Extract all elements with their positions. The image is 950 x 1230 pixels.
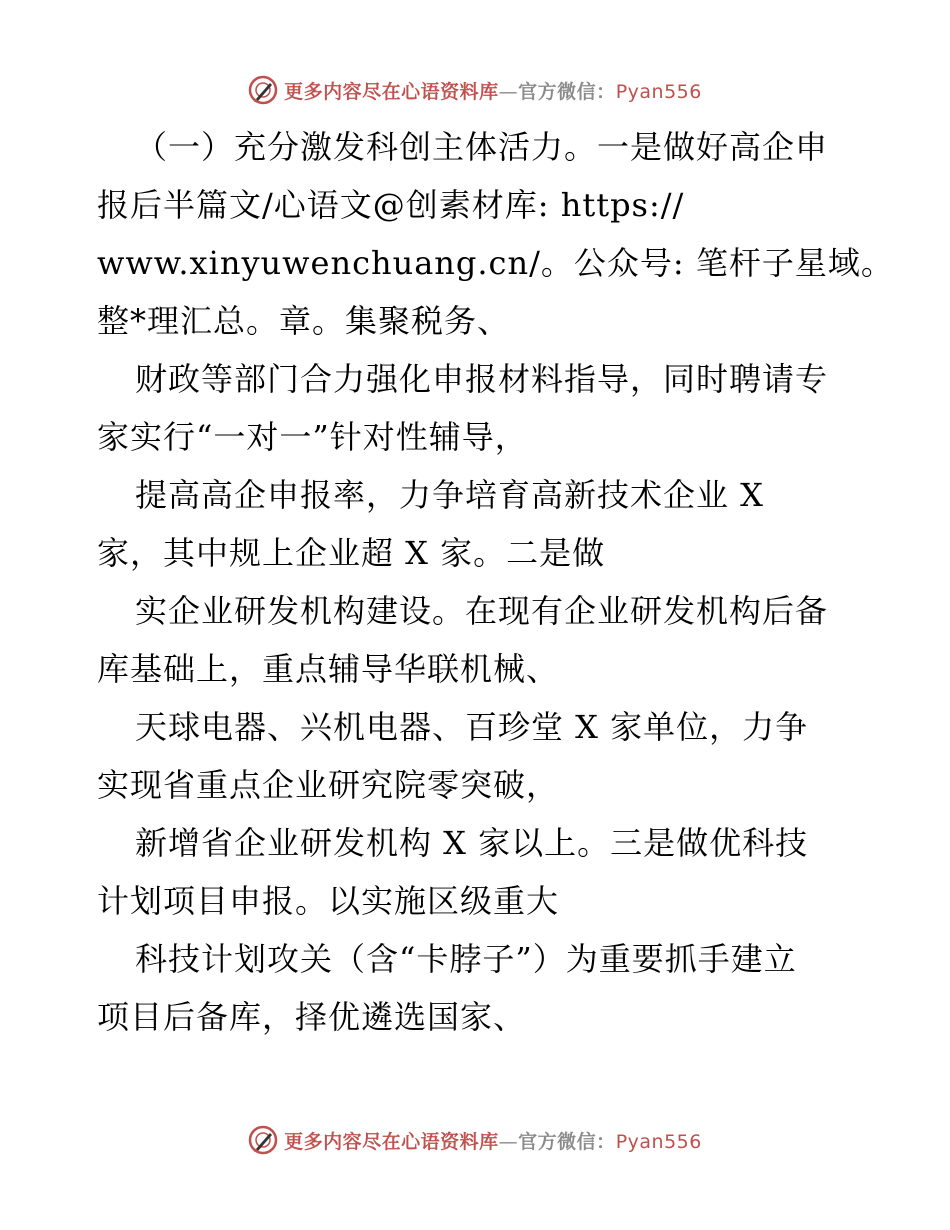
document-body bbox=[97, 118, 894, 1046]
text-line: 实现省重点企业研究院零突破， bbox=[97, 766, 560, 804]
footer-banner bbox=[0, 1120, 950, 1160]
text-line: 天球电器、兴机电器、百珍堂 X 家单位，力争 bbox=[135, 708, 809, 746]
text-line: 提高高企申报率，力争培育高新技术企业 X bbox=[135, 476, 764, 514]
banner-wechat-label: 官方微信： bbox=[518, 80, 616, 103]
header-banner bbox=[0, 70, 950, 110]
text-line: 库基础上，重点辅导华联机械、 bbox=[97, 650, 560, 688]
banner-title: 更多内容尽在心语资料库 bbox=[284, 1130, 499, 1153]
banner-wechat-id: Pyan556 bbox=[615, 80, 702, 103]
banner-wechat-id: Pyan556 bbox=[615, 1130, 702, 1153]
text-line: 科技计划攻关（含“卡脖子”）为重要抓手建立 bbox=[135, 940, 797, 978]
text-line: 家，其中规上企业超 X 家。二是做 bbox=[97, 534, 606, 572]
pen-logo-icon bbox=[248, 1125, 278, 1155]
banner-wechat-label: 官方微信： bbox=[518, 1130, 616, 1153]
text-line: （一）充分激发科创主体活力。一是做好高企申 bbox=[135, 128, 829, 166]
pen-logo-icon bbox=[248, 75, 278, 105]
text-line: 计划项目申报。以实施区级重大 bbox=[97, 882, 560, 920]
banner-title: 更多内容尽在心语资料库 bbox=[284, 80, 499, 103]
text-line: 新增省企业研发机构 X 家以上。三是做优科技 bbox=[135, 824, 809, 862]
text-line: 财政等部门合力强化申报材料指导，同时聘请专 bbox=[135, 360, 829, 398]
text-line: 整*理汇总。章。集聚税务、 bbox=[97, 302, 511, 340]
banner-separator: — bbox=[498, 1130, 519, 1153]
text-line: 家实行“一对一”针对性辅导， bbox=[97, 418, 528, 456]
text-line: 报后半篇文/心语文@创素材库: https:// bbox=[97, 186, 685, 224]
text-line: www.xinyuwenchuang.cn/。公众号: 笔杆子星域。 bbox=[97, 244, 894, 282]
banner-separator: — bbox=[498, 80, 519, 103]
text-line: 项目后备库，择优遴选国家、 bbox=[97, 998, 527, 1036]
text-line: 实企业研发机构建设。在现有企业研发机构后备 bbox=[135, 592, 829, 630]
